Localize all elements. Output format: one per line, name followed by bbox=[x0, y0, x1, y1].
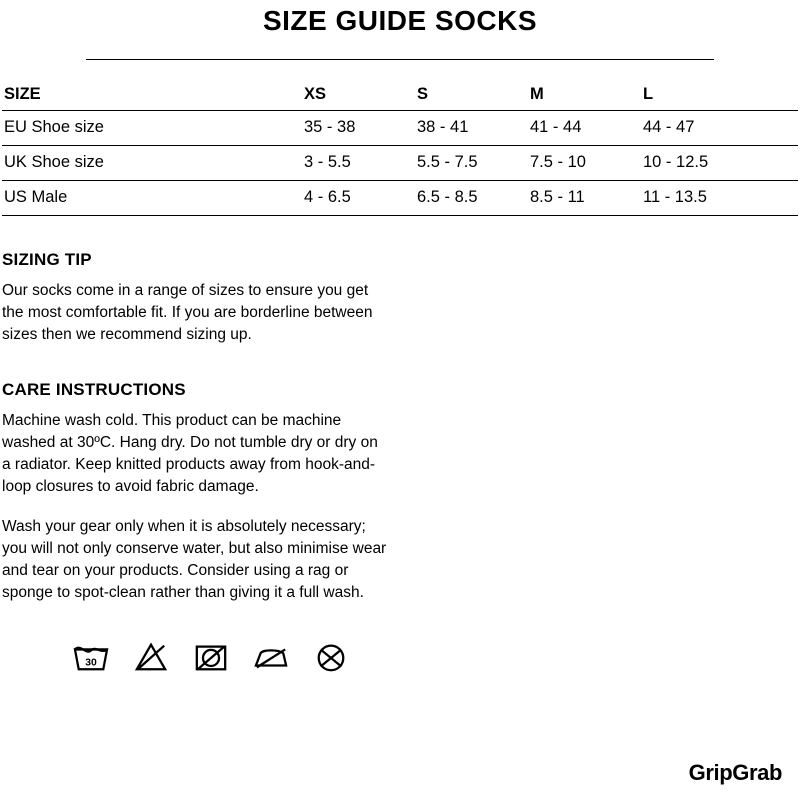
page-title: SIZE GUIDE SOCKS bbox=[262, 5, 538, 36]
cell-m: 41 - 44 bbox=[530, 117, 582, 136]
sizing-tip-body: Our socks come in a range of sizes to ensure you get the most comfortable fit. If you are borderline between sizes then we recommend sizing up. bbox=[2, 281, 373, 343]
column-header-l: L bbox=[643, 84, 654, 103]
care-instructions-paragraph-2: Wash your gear only when it is absolutely necessary; you will not only conserve water, but also minimise wear and tear on your products. Consider using a rag or sponge to spot-clean rather than giving it a full wash. bbox=[2, 517, 387, 601]
care-instructions-heading: CARE INSTRUCTIONS bbox=[2, 379, 186, 399]
sizing-tip-section bbox=[0, 250, 800, 346]
row-label: UK Shoe size bbox=[4, 152, 104, 171]
cell-m: 7.5 - 10 bbox=[530, 152, 586, 171]
table-row bbox=[2, 145, 798, 180]
size-table-head bbox=[2, 78, 798, 111]
size-table bbox=[2, 78, 798, 216]
size-table-body bbox=[2, 110, 798, 215]
table-row bbox=[2, 110, 798, 145]
care-symbols bbox=[2, 640, 798, 674]
do-not-dry-clean-icon bbox=[312, 640, 350, 674]
cell-s: 38 - 41 bbox=[417, 117, 469, 136]
row-label: EU Shoe size bbox=[4, 117, 104, 136]
cell-s: 6.5 - 8.5 bbox=[417, 187, 478, 206]
table-row bbox=[2, 180, 798, 215]
do-not-bleach-icon bbox=[132, 640, 170, 674]
column-header-size: SIZE bbox=[4, 84, 41, 103]
cell-l: 11 - 13.5 bbox=[643, 187, 707, 206]
size-table-container bbox=[0, 78, 800, 216]
column-header-s: S bbox=[417, 84, 429, 103]
table-header-row bbox=[2, 78, 798, 111]
cell-l: 44 - 47 bbox=[643, 117, 695, 136]
column-header-xs: XS bbox=[304, 84, 327, 103]
care-instructions-paragraph-1: Machine wash cold. This product can be machine washed at 30ºC. Hang dry. Do not tumble dry or dry on a radiator. Keep knitted products away from hook-and-loop closures to avoid fabric damage. bbox=[2, 411, 378, 495]
cell-xs: 4 - 6.5 bbox=[304, 187, 351, 206]
brand-logo: GripGrab bbox=[688, 760, 782, 785]
machine-wash-temp-label: 30 bbox=[85, 657, 97, 669]
do-not-tumble-dry-icon bbox=[192, 640, 230, 674]
cell-l: 10 - 12.5 bbox=[643, 152, 709, 171]
do-not-iron-icon bbox=[252, 640, 290, 674]
cell-xs: 3 - 5.5 bbox=[304, 152, 351, 171]
title-divider bbox=[86, 59, 714, 60]
cell-m: 8.5 - 11 bbox=[530, 187, 585, 206]
machine-wash-30-icon bbox=[72, 640, 110, 674]
row-label: US Male bbox=[4, 187, 68, 206]
cell-s: 5.5 - 7.5 bbox=[417, 152, 478, 171]
care-instructions-section bbox=[0, 380, 800, 674]
cell-xs: 35 - 38 bbox=[304, 117, 356, 136]
sizing-tip-heading: SIZING TIP bbox=[2, 249, 92, 269]
column-header-m: M bbox=[530, 84, 544, 103]
